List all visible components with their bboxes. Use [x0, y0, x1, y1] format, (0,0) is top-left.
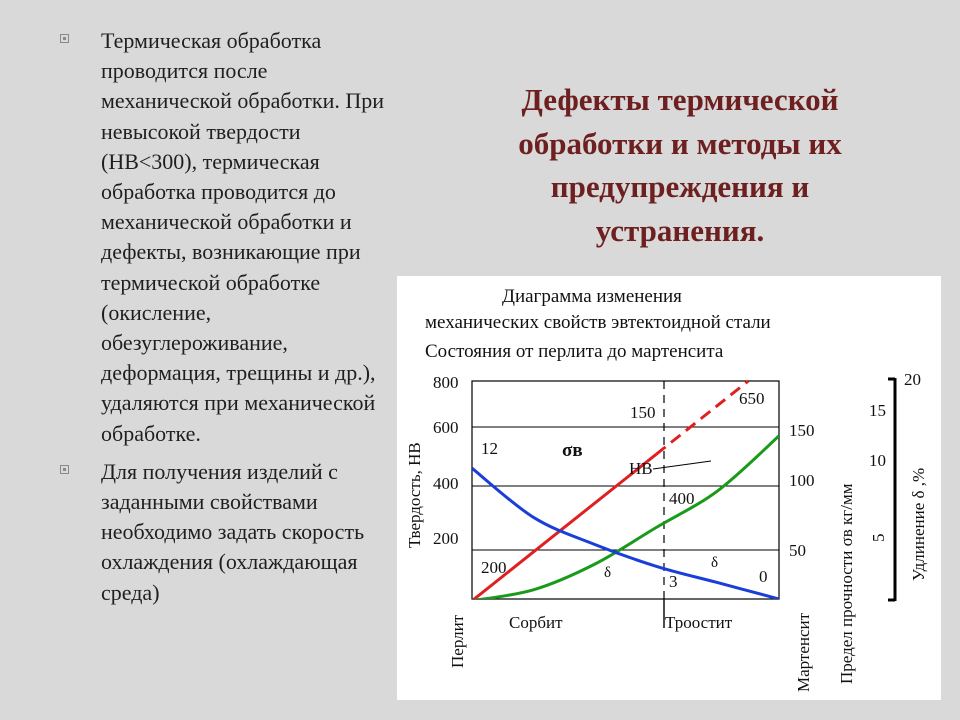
chart-title-line-2: механических свойств эвтектоидной стали [425, 312, 771, 333]
annotation-200: 200 [481, 558, 507, 577]
y-right2-tick-10: 10 [869, 451, 886, 470]
y-right2-tick-20: 20 [904, 370, 921, 389]
annotation-3: 3 [669, 572, 678, 591]
annotation-0: 0 [759, 567, 768, 586]
annotation-12: 12 [481, 439, 498, 458]
y-right1-tick-100: 100 [789, 471, 815, 490]
bullet-marker-icon [60, 34, 69, 43]
series-label-delta-2: δ [711, 555, 719, 571]
chart-title-line-3: Состояния от перлита до мартенсита [425, 341, 724, 362]
bullet-item [58, 457, 393, 608]
bullet-list [58, 26, 393, 616]
x-label-sorbite: Сорбит [509, 613, 563, 632]
series-line-0-dashed [656, 381, 748, 454]
series-layer [472, 381, 779, 601]
y-right1-label: Предел прочности σв кг/мм [837, 483, 856, 684]
bullet-item [58, 26, 393, 449]
bullet-marker-icon [60, 465, 69, 474]
annotation-150: 150 [630, 403, 656, 422]
bullet-text: Термическая обработка проводится после механической обработки. При невысокой твердости (НВ<300), термическая обработка проводится до механической обработки и дефекты, возникающие при термической обработке (окисление, обезуглероживание, деформация, трещины и др.), удаляются при механической обработке. [101, 28, 385, 446]
y-left-tick-600: 600 [433, 418, 459, 437]
y-right2-label: Удлинение δ ,% [909, 467, 928, 581]
bullet-text: Для получения изделий с заданными свойствами необходимо задать скорость охлаждения (охлаждающая среда) [101, 458, 365, 605]
y-right2-tick-15: 15 [869, 401, 886, 420]
slide-title: Дефекты термической обработки и методы их предупреждения и устранения. [518, 82, 842, 248]
x-label-martensite: Мартенсит [794, 612, 813, 692]
hb-leader-line [653, 461, 711, 469]
series-label-hb: НВ [629, 459, 653, 478]
y-left-tick-800: 800 [433, 373, 459, 392]
plot-frame [472, 381, 779, 599]
chart-figure [397, 276, 941, 700]
y-right2-tick-5: 5 [869, 533, 888, 542]
annotation-400: 400 [669, 489, 695, 508]
series-label-sigma: σв [562, 440, 583, 461]
x-label-perlite: Перлит [448, 614, 467, 668]
annotation-650: 650 [739, 389, 765, 408]
series-line-1 [472, 436, 779, 601]
chart-svg [397, 276, 941, 700]
y-left-tick-200: 200 [433, 529, 459, 548]
y-left-tick-400: 400 [433, 474, 459, 493]
y-right1-tick-50: 50 [789, 541, 806, 560]
series-line-2 [472, 468, 779, 599]
chart-title-line-1: Диаграмма изменения [502, 286, 682, 307]
series-label-delta: δ [604, 565, 612, 581]
y-left-label: Твердость, НВ [405, 442, 424, 548]
x-label-troostite: Троостит [665, 613, 733, 632]
y-right1-tick-150: 150 [789, 421, 815, 440]
